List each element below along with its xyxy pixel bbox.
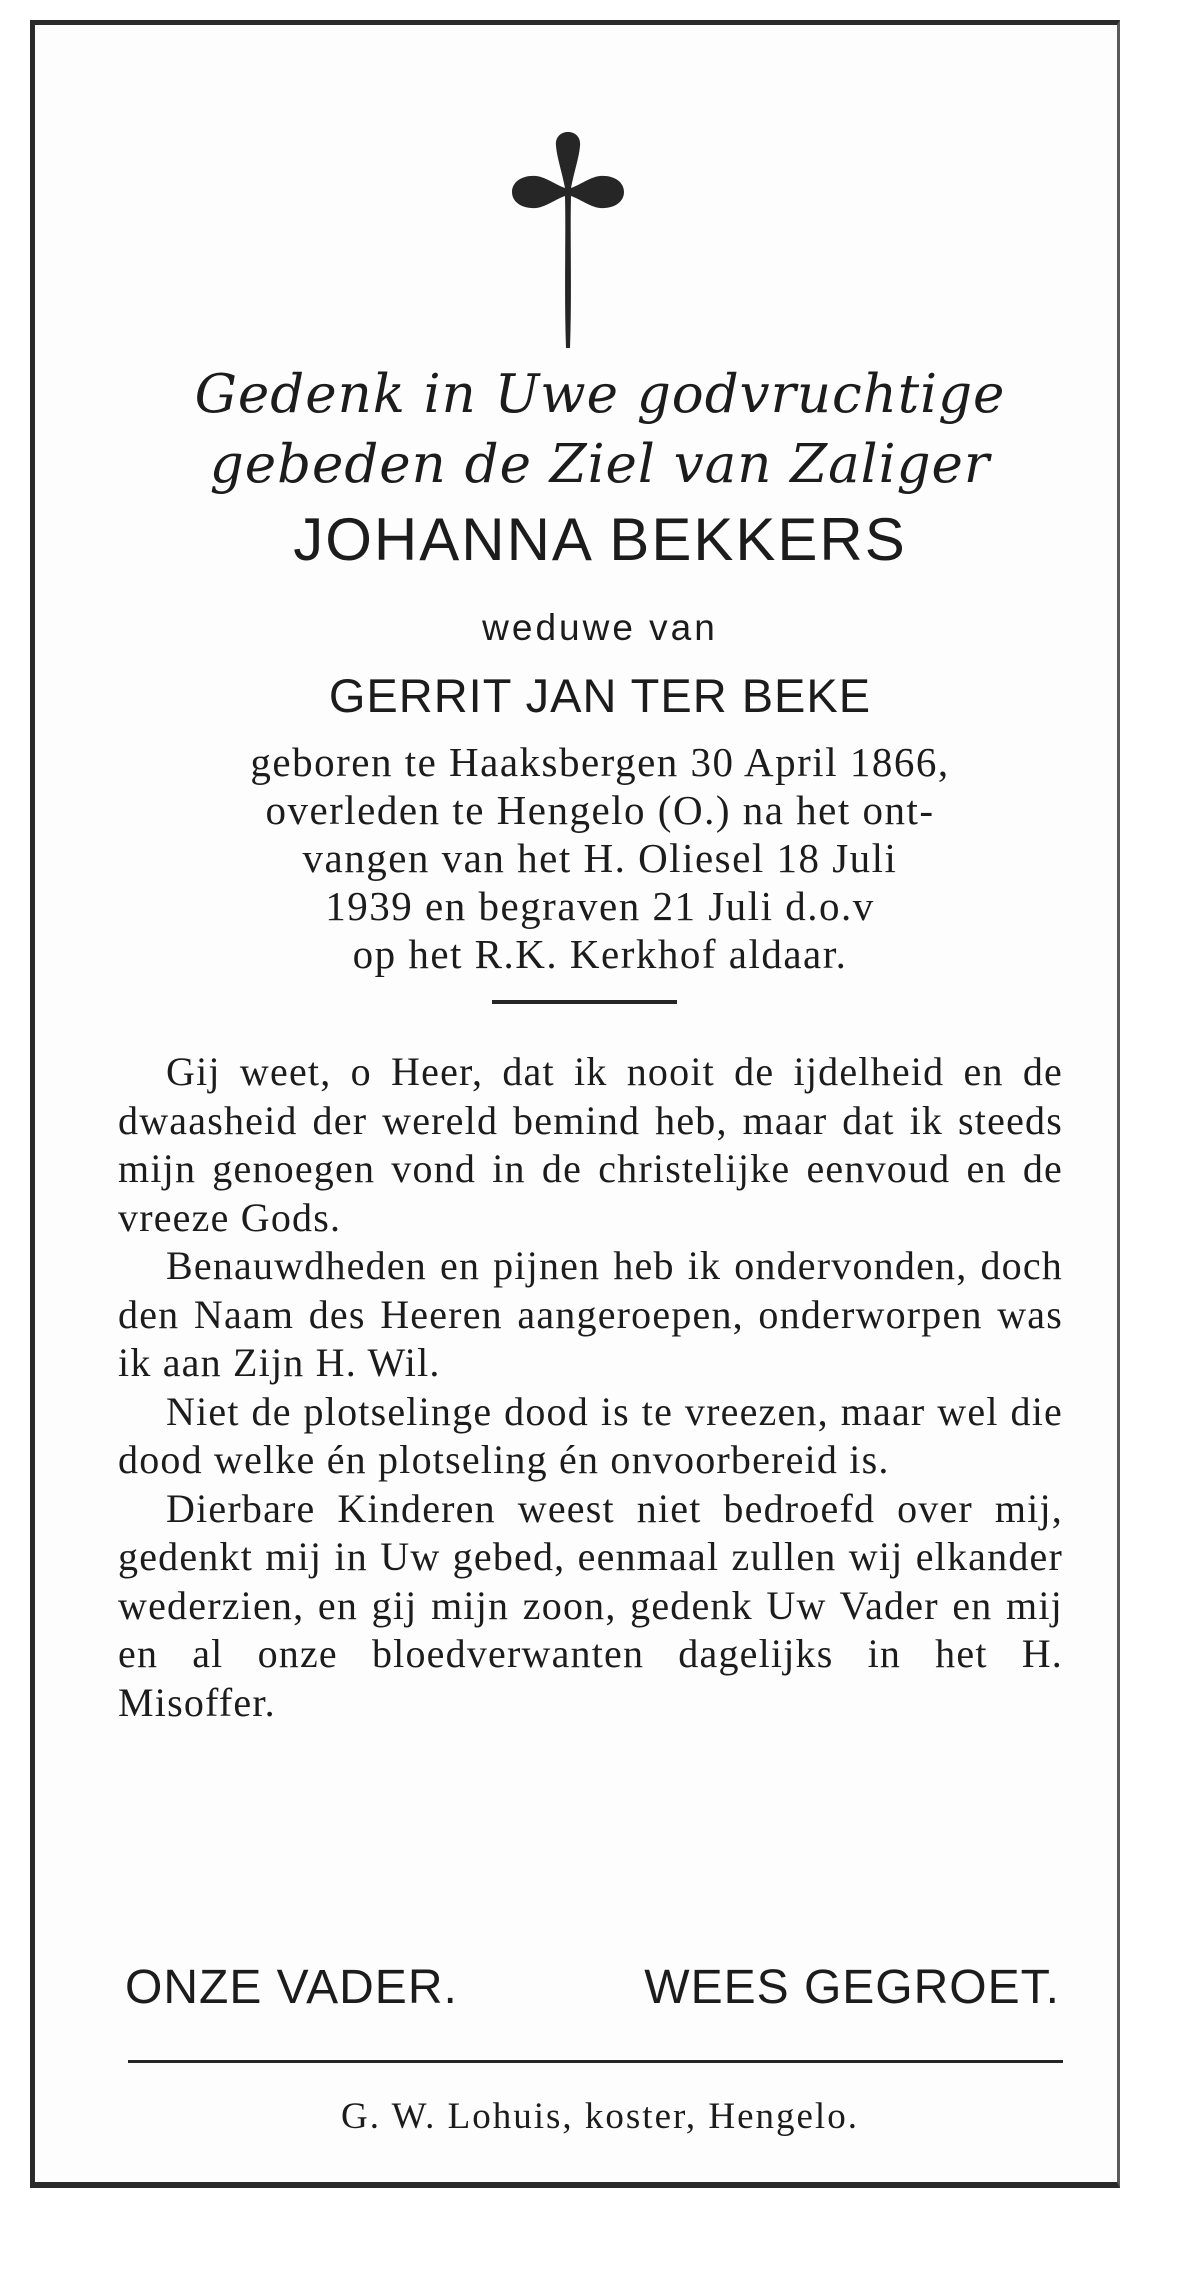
spouse-name: GERRIT JAN TER BEKE	[328, 669, 872, 722]
paragraph: Dierbare Kinderen weest niet bedroefd over mij, gedenkt mij in Uw gebed, eenmaal zullen wij elkander wederzien, en gij mijn zoon, gedenk Uw Vader en mij en al onze bloedverwanten dagelijks in het H. Misoffer.	[118, 1485, 1063, 1725]
prayer-text	[118, 1048, 1063, 1727]
widow-of-label: weduwe van	[482, 607, 718, 648]
life-details-line: geboren te Haaksbergen 30 April 1866,	[250, 739, 950, 785]
life-details-line: vangen van het H. Oliesel 18 Juli	[302, 835, 898, 881]
paragraph: Benauwdheden en pijnen heb ik ondervonden, doch den Naam des Heeren aangeroepen, onderworpen was ik aan Zijn H. Wil.	[118, 1243, 1063, 1385]
prayer-onze-vader: ONZE VADER.	[125, 1961, 458, 2014]
divider	[128, 2060, 1063, 2063]
deceased-name: JOHANNA BEKKERS	[293, 506, 907, 573]
paragraph: Niet de plotselinge dood is te vreezen, maar wel die dood welke én plotseling én onvoorbereid is.	[118, 1388, 1063, 1482]
cross-icon	[508, 130, 628, 350]
life-details-line: overleden te Hengelo (O.) na het ont-	[265, 787, 935, 833]
printer-credit: G. W. Lohuis, koster, Hengelo.	[341, 2096, 859, 2137]
invocation-line-1: Gedenk in Uwe godvruchtige	[194, 364, 1006, 425]
divider	[492, 1000, 677, 1004]
invocation-line-2: gebeden de Ziel van Zaliger	[209, 434, 991, 495]
prayer-wees-gegroet: WEES GEGROET.	[644, 1961, 1060, 2014]
paragraph: Gij weet, o Heer, dat ik nooit de ijdelheid en de dwaasheid der wereld bemind heb, maar dat ik steeds mijn genoegen vond in de christelijke eenvoud en de vreeze Gods.	[118, 1049, 1063, 1240]
life-details-line: 1939 en begraven 21 Juli d.o.v	[325, 883, 875, 929]
life-details-line: op het R.K. Kerkhof aldaar.	[352, 931, 848, 977]
invocation	[0, 360, 1200, 500]
life-details	[0, 738, 1200, 978]
